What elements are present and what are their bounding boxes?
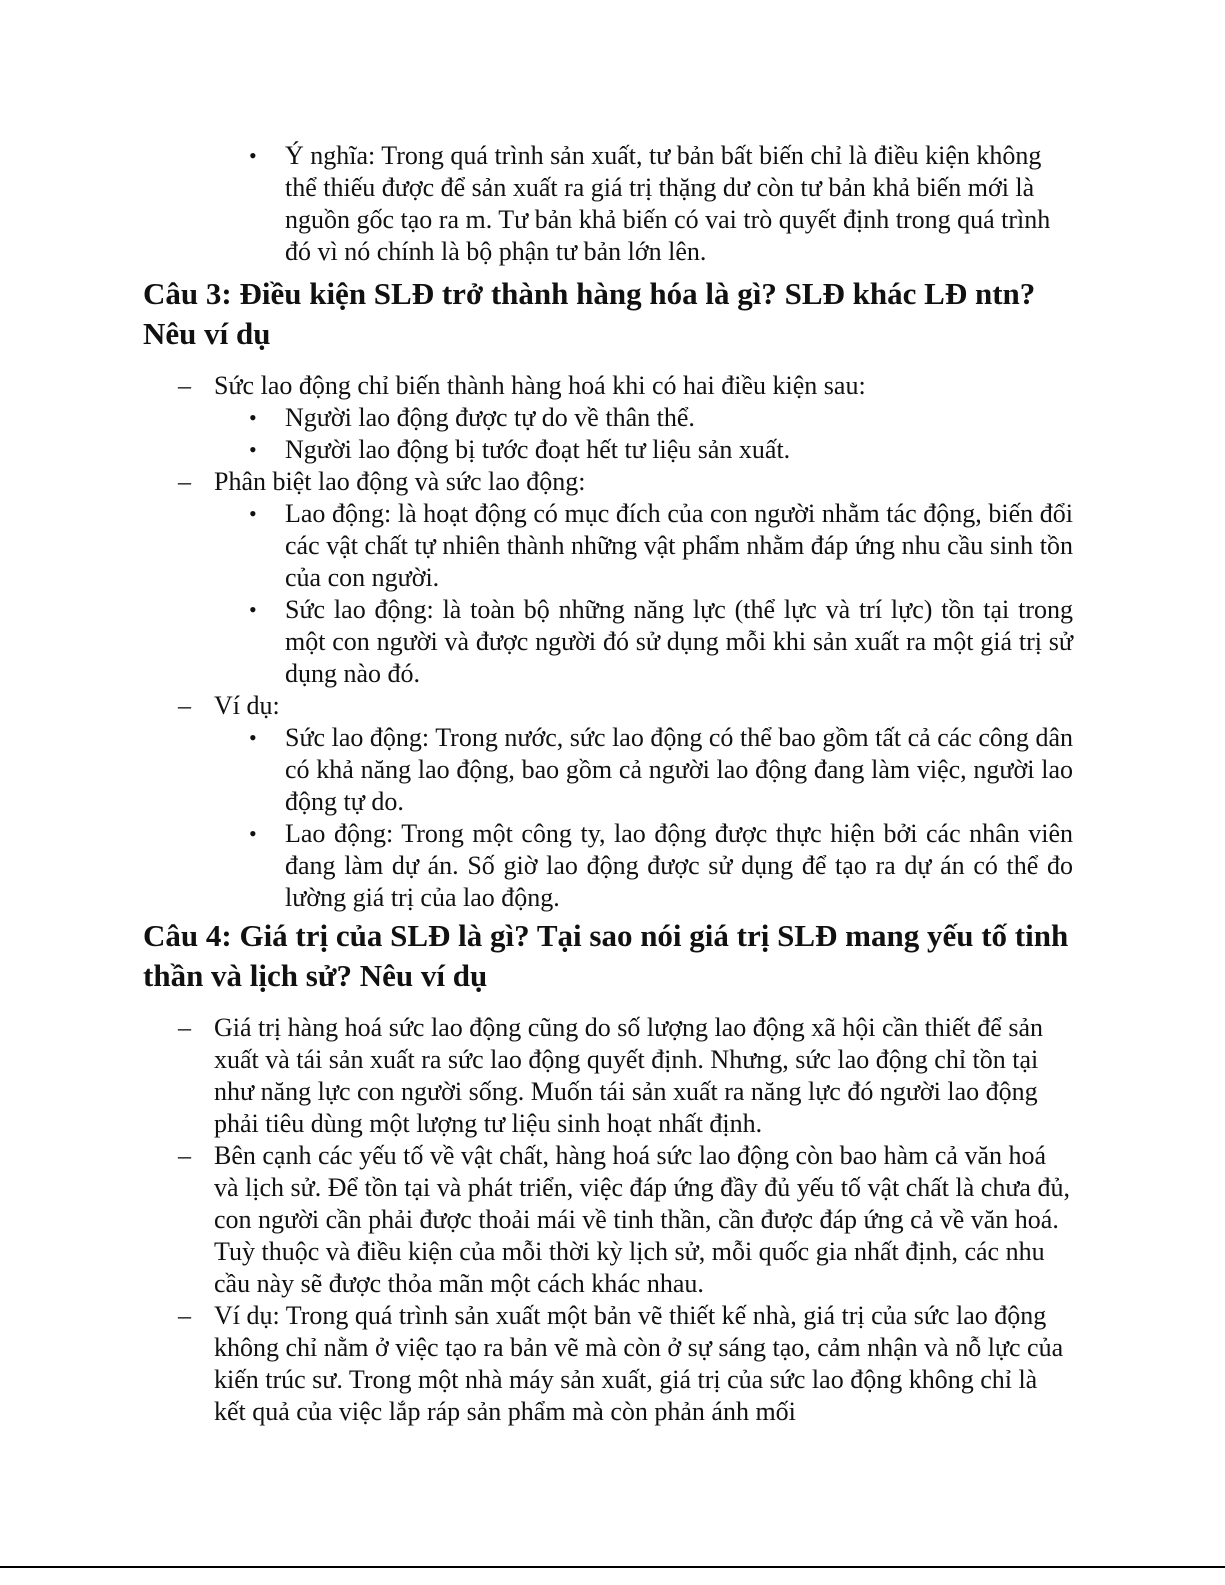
q3-sub-item bbox=[249, 594, 1073, 690]
q3-item-text: Phân biệt lao động và sức lao động: bbox=[214, 467, 586, 496]
q4-item bbox=[178, 1012, 1073, 1140]
q3-sub-text: Người lao động được tự do về thân thể. bbox=[285, 403, 695, 432]
q3-sub-text: Lao động: là hoạt động có mục đích của con người nhằm tác động, biến đổi các vật chất tự nhiên thành những vật phẩm nhằm đáp ứng nhu cầu sinh tồn của con người. bbox=[285, 499, 1073, 592]
question-3-heading: Câu 3: Điều kiện SLĐ trở thành hàng hóa là gì? SLĐ khác LĐ ntn? Nêu ví dụ bbox=[143, 276, 1036, 351]
bullet-marker: • bbox=[249, 437, 257, 462]
dash-marker: – bbox=[178, 1013, 191, 1042]
q3-sub-item bbox=[249, 434, 1073, 466]
q3-sub-item bbox=[249, 818, 1073, 914]
q3-item-text: Ví dụ: bbox=[214, 691, 280, 720]
q3-sub-text: Sức lao động: là toàn bộ những năng lực (thể lực và trí lực) tồn tại trong một con người và được người đó sử dụng mỗi khi sản xuất ra một giá trị sử dụng nào đó. bbox=[285, 595, 1073, 688]
bullet-marker: • bbox=[249, 143, 257, 168]
q4-item-text: Giá trị hàng hoá sức lao động cũng do số lượng lao động xã hội cần thiết để sản xuất và tái sản xuất ra sức lao động quyết định. Nhưng, sức lao động chỉ tồn tại như năng lực con người sống. Muốn tái sản xuất ra năng lực đó người lao động phải tiêu dùng một lượng tư liệu sinh hoạt nhất định. bbox=[214, 1013, 1043, 1138]
q3-item-text: Sức lao động chỉ biến thành hàng hoá khi có hai điều kiện sau: bbox=[214, 371, 866, 400]
dash-marker: – bbox=[178, 467, 191, 496]
dash-marker: – bbox=[178, 371, 191, 400]
dash-marker: – bbox=[178, 1141, 191, 1170]
bullet-marker: • bbox=[249, 725, 257, 750]
q3-sub-item bbox=[249, 498, 1073, 594]
intro-bullet-text: Ý nghĩa: Trong quá trình sản xuất, tư bản bất biến chỉ là điều kiện không thể thiếu được để sản xuất ra giá trị thặng dư còn tư bản khả biến mới là nguồn gốc tạo ra m. Tư bản khả biến có vai trò quyết định trong quá trình đó vì nó chính là bộ phận tư bản lớn lên. bbox=[285, 141, 1051, 266]
q3-sub-text: Sức lao động: Trong nước, sức lao động có thể bao gồm tất cả các công dân có khả năng lao động, bao gồm cả người lao động đang làm việc, người lao động tự do. bbox=[285, 723, 1073, 816]
intro-bullet-item bbox=[249, 140, 1073, 268]
bullet-marker: • bbox=[249, 405, 257, 430]
q4-item bbox=[178, 1300, 1073, 1428]
document-content bbox=[143, 140, 1073, 1428]
bullet-marker: • bbox=[249, 501, 257, 526]
q4-item bbox=[178, 1140, 1073, 1300]
q3-sub-text: Người lao động bị tước đoạt hết tư liệu sản xuất. bbox=[285, 435, 791, 464]
q3-item-conditions bbox=[178, 370, 1073, 402]
bullet-marker: • bbox=[249, 821, 257, 846]
question-4-heading: Câu 4: Giá trị của SLĐ là gì? Tại sao nói giá trị SLĐ mang yếu tố tinh thần và lịch sử? Nêu ví dụ bbox=[143, 918, 1069, 993]
q4-item-text: Ví dụ: Trong quá trình sản xuất một bản vẽ thiết kế nhà, giá trị của sức lao động không chỉ nằm ở việc tạo ra bản vẽ mà còn ở sự sáng tạo, cảm nhận và nỗ lực của kiến trúc sư. Trong một nhà máy sản xuất, giá trị của sức lao động không chỉ là kết quả của việc lắp ráp sản phẩm mà còn phản ánh mối bbox=[214, 1301, 1064, 1426]
q3-item-example bbox=[178, 690, 1073, 722]
q3-item-distinguish bbox=[178, 466, 1073, 498]
q3-sub-item bbox=[249, 722, 1073, 818]
dash-marker: – bbox=[178, 1301, 191, 1330]
q4-item-text: Bên cạnh các yếu tố về vật chất, hàng hoá sức lao động còn bao hàm cả văn hoá và lịch sử. Để tồn tại và phát triển, việc đáp ứng đầy đủ yếu tố vật chất là chưa đủ, con người cần phải được thoải mái về tinh thần, cần được đáp ứng cả về văn hoá. Tuỳ thuộc và điều kiện của mỗi thời kỳ lịch sử, mỗi quốc gia nhất định, các nhu cầu này sẽ được thỏa mãn một cách khác nhau. bbox=[214, 1141, 1070, 1298]
dash-marker: – bbox=[178, 691, 191, 720]
q3-sub-text: Lao động: Trong một công ty, lao động được thực hiện bởi các nhân viên đang làm dự án. Số giờ lao động được sử dụng để tạo ra dự án có thể đo lường giá trị của lao động. bbox=[285, 819, 1073, 912]
page-bottom-border bbox=[0, 1566, 1225, 1568]
bullet-marker: • bbox=[249, 597, 257, 622]
q3-sub-item bbox=[249, 402, 1073, 434]
